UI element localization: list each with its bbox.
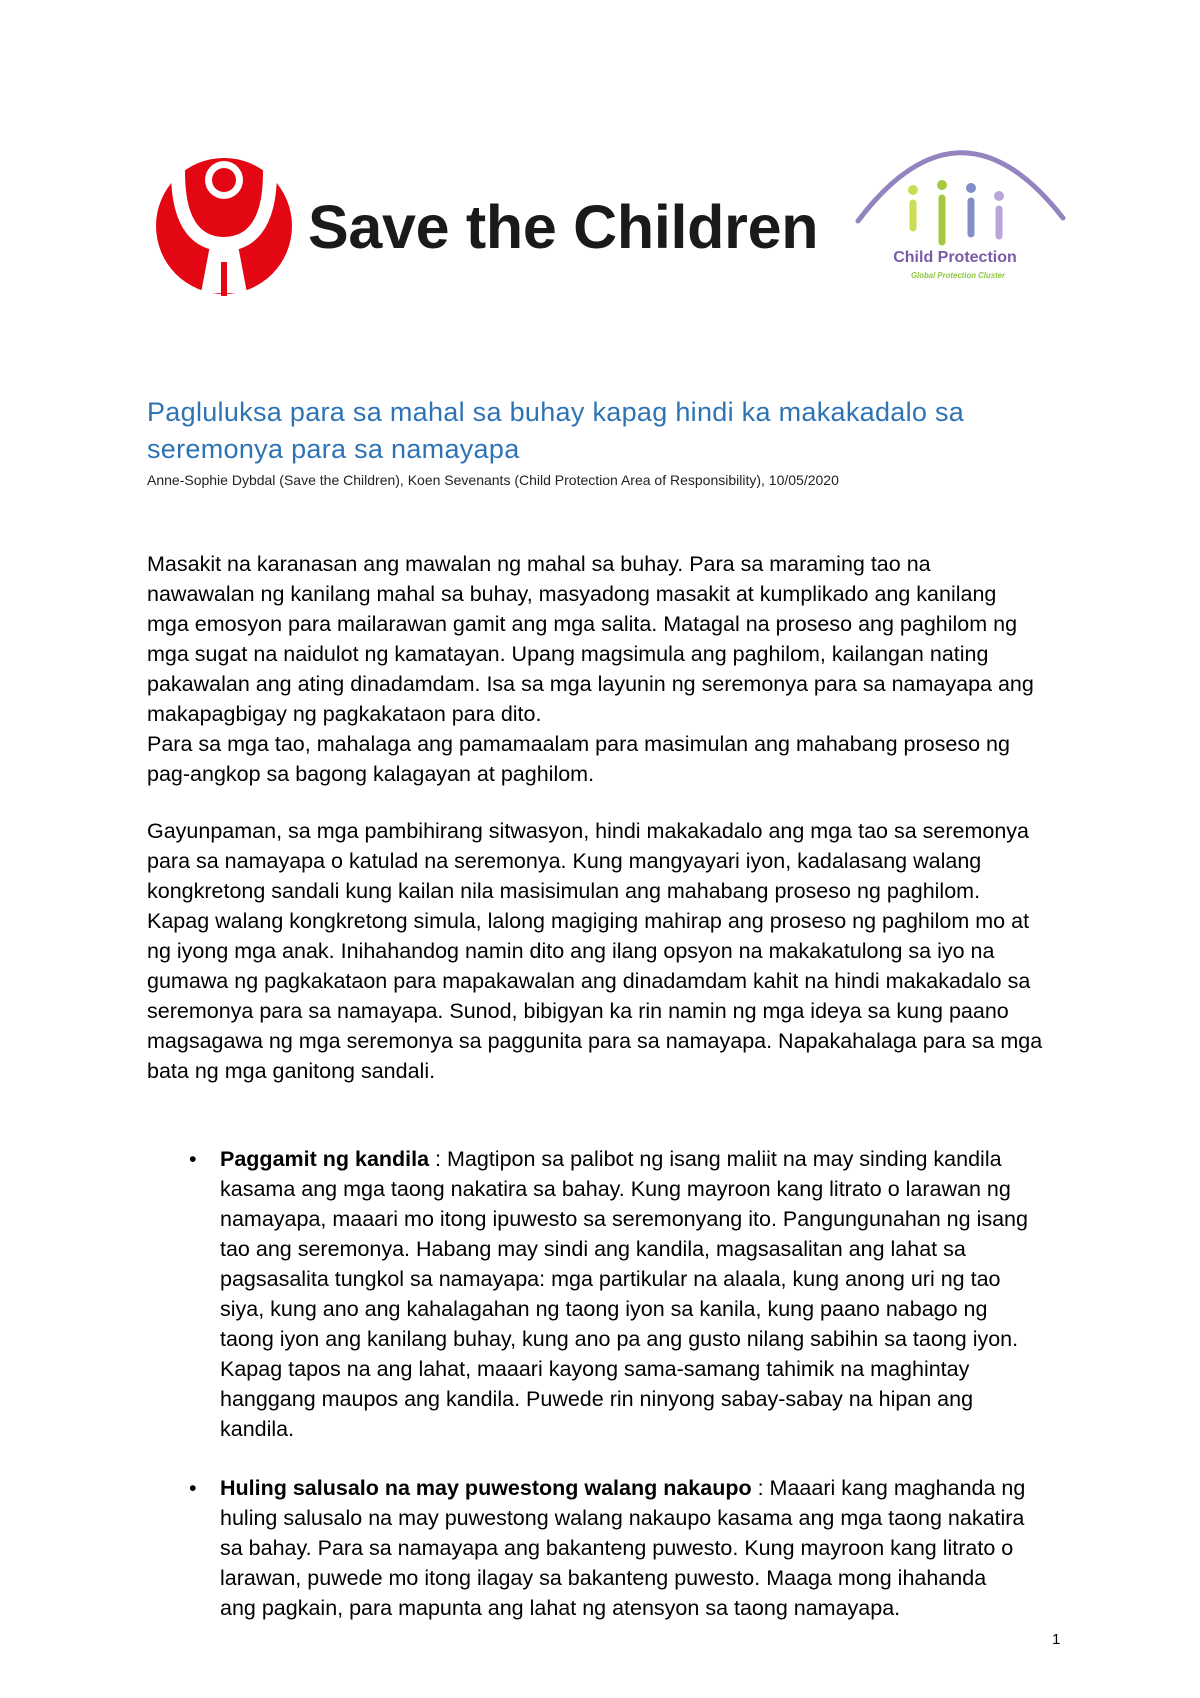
paragraph-line: Kapag walang kongkretong simula, lalong magiging mahirap ang proseso ng paghilom mo at: [147, 909, 1030, 933]
header-logos: [0, 0, 1200, 320]
save-the-children-wordmark: Save the Children: [308, 193, 819, 261]
title-line: Pagluluksa para sa mahal sa buhay kapag hindi ka makakadalo sa: [147, 397, 965, 427]
paragraph-line: seremonya para sa namayapa. Sunod, bibigyan ka rin namin ng mga ideya sa kung paano: [147, 999, 1009, 1023]
logo-arc: [858, 153, 1063, 221]
bullet-line: siya, kung ano ang kahalagahan ng taong iyon sa kanila, kung paano nabago ng: [220, 1297, 988, 1321]
bullet-text: [220, 1144, 1149, 1444]
bullet-line: kandila.: [220, 1417, 295, 1441]
page-number: 1: [1052, 1631, 1061, 1648]
body-paragraph: [147, 549, 1034, 789]
author-line: Anne-Sophie Dybdal (Save the Children), Koen Sevenants (Child Protection Area of Responsibility), 10/05/2020: [147, 472, 839, 488]
bullet-first-line-text: : Magtipon sa palibot ng isang maliit na may sinding kandila: [429, 1147, 1002, 1171]
paragraph-line: bata ng mga ganitong sandali.: [147, 1059, 436, 1083]
person-head-icon: [994, 191, 1004, 201]
bullet-line: tao ang seremonya. Habang may sindi ang kandila, magsasalitan ang lahat sa: [220, 1237, 966, 1261]
paragraph-line: para sa namayapa o katulad na seremonya. Kung mangyayari iyon, kadalasang walang: [147, 849, 982, 873]
paragraph-line: makapagbigay ng pagkakataon para dito.: [147, 702, 542, 726]
bullet-line: sa bahay. Para sa namayapa ang bakanteng puwesto. Kung mayroon kang litrato o: [220, 1536, 1014, 1560]
paragraph-line: Gayunpaman, sa mga pambihirang sitwasyon, hindi makakadalo ang mga tao sa seremonya: [147, 819, 1029, 843]
person-head-icon: [908, 185, 918, 195]
child-protection-logo: [858, 153, 1063, 280]
paragraph-line: kongkretong sandali kung kailan nila masisimulan ang mahabang proseso ng paghilom.: [147, 879, 981, 903]
paragraph-line: pag-angkop sa bagong kalagayan at paghilom.: [147, 762, 595, 786]
person-head-icon: [937, 180, 947, 190]
bullet-line: taong iyon ang kanilang buhay, kung ano pa ang gusto nilang sabihin sa taong iyon.: [220, 1327, 1019, 1351]
bullet-label: Huling salusalo na may puwestong walang nakaupo: [220, 1476, 752, 1500]
paragraph-line: ng iyong mga anak. Inihahandog namin dito ang ilang opsyon na makakatulong sa iyo na: [147, 939, 995, 963]
bullet-line: Kapag tapos na ang lahat, maaari kayong sama-samang tahimik na maghintay: [220, 1357, 970, 1381]
bullet-line: larawan, puwede mo itong ilagay sa bakanteng puwesto. Maaga mong ihahanda: [220, 1566, 987, 1590]
title-line: seremonya para sa namayapa: [147, 434, 520, 464]
bullet-line: huling salusalo na may puwestong walang nakaupo kasama ang mga taong nakatira: [220, 1506, 1025, 1530]
save-the-children-logo: [156, 158, 818, 296]
bullet-line: [220, 1144, 1149, 1174]
paragraph-line: mga sugat na naidulot ng kamatayan. Upang magsimula ang paghilom, kailangan nating: [147, 642, 989, 666]
bullet-first-line-text: : Maaari kang maghanda ng: [751, 1476, 1026, 1500]
bullet-item: [189, 1473, 1149, 1623]
bullet-line: namayapa, maaari mo itong ipuwesto sa seremonyang ito. Pangungunahan ng isang: [220, 1207, 1028, 1231]
bullet-text: [220, 1473, 1149, 1623]
paragraph-line: Masakit na karanasan ang mawalan ng mahal sa buhay. Para sa maraming tao na: [147, 552, 931, 576]
body-paragraph: [147, 816, 1042, 1086]
document-title: [147, 394, 964, 468]
bullet-line: [220, 1473, 1149, 1503]
paragraph-line: gumawa ng pagkakataon para mapakawalan ang dinadamdam kahit na hindi makakadalo sa: [147, 969, 1031, 993]
person-head-icon: [966, 183, 976, 193]
bullet-marker: •: [189, 1147, 197, 1171]
paragraph-line: Para sa mga tao, mahalaga ang pamamaalam para masimulan ang mahabang proseso ng: [147, 732, 1010, 756]
bullet-line: ang pagkain, para mapunta ang lahat ng atensyon sa taong namayapa.: [220, 1596, 901, 1620]
bullet-line: kasama ang mga taong nakatira sa bahay. Kung mayroon kang litrato o larawan ng: [220, 1177, 1011, 1201]
child-protection-title: Child Protection: [893, 249, 1017, 266]
people-under-arc-icon: [908, 180, 1004, 242]
bullet-marker: •: [189, 1476, 197, 1500]
bullet-line: pagsasalita tungkol sa namayapa: mga partikular na alaala, kung anong uri ng tao: [220, 1267, 1001, 1291]
child-protection-subtitle: Global Protection Cluster: [910, 271, 1006, 280]
paragraph-line: pakawalan ang ating dinadamdam. Isa sa mga layunin ng seremonya para sa namayapa ang: [147, 672, 1034, 696]
paragraph-line: nawawalan ng kanilang mahal sa buhay, masyadong masakit at kumplikado ang kanilang: [147, 582, 997, 606]
paragraph-line: magsagawa ng mga seremonya sa paggunita para sa namayapa. Napakahalaga para sa mga: [147, 1029, 1043, 1053]
bullet-item: [189, 1144, 1149, 1444]
paragraph-line: mga emosyon para mailarawan gamit ang mga salita. Matagal na proseso ang paghilom ng: [147, 612, 1018, 636]
child-head-icon: [212, 168, 236, 192]
bullet-line: hanggang maupos ang kandila. Puwede rin ninyong sabay-sabay na hipan ang: [220, 1387, 974, 1411]
bullet-label: Paggamit ng kandila: [220, 1147, 430, 1171]
